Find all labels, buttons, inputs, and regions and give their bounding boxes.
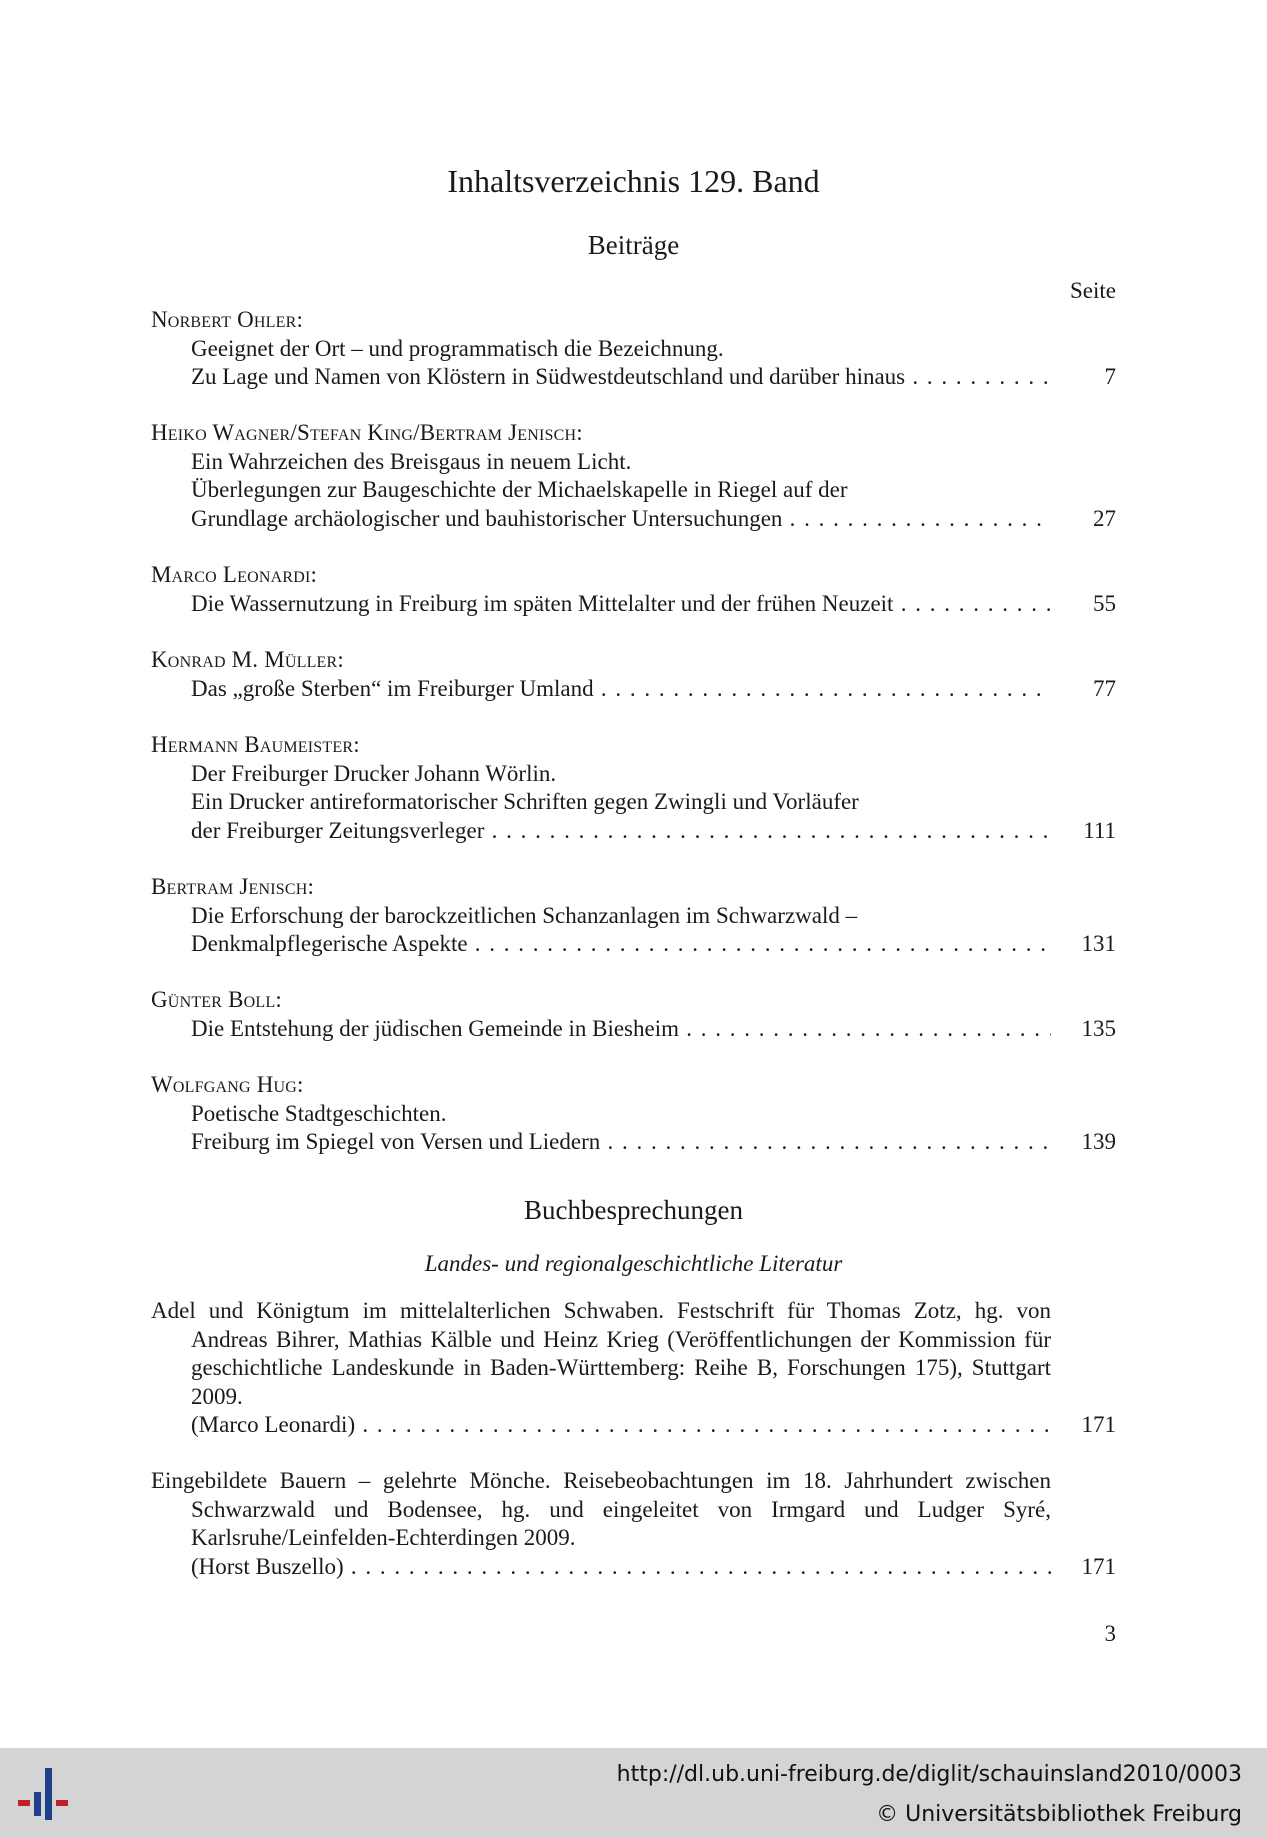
entry-author: Konrad M. Müller: bbox=[151, 647, 344, 672]
entry-last-line bbox=[151, 930, 1116, 959]
review-text: Eingebildete Bauern – gelehrte Mönche. Reisebeobachtungen im 18. Jahrhundert zwischen Schwarzwald und Bodensee, hg. und eingeleitet von Irmgard und Ludger Syré, Karlsruhe/Leinfelden-Echterdingen 2009. bbox=[151, 1468, 1051, 1550]
entry-last-line bbox=[151, 675, 1116, 704]
entry-last-line bbox=[151, 1015, 1116, 1044]
entry-author: Wolfgang Hug: bbox=[151, 1072, 304, 1097]
entry-author: Heiko Wagner/Stefan King/Bertram Jenisch: bbox=[151, 420, 583, 445]
entry-last-line bbox=[151, 505, 1116, 534]
entry-title-line: Der Freiburger Drucker Johann Wörlin. bbox=[191, 760, 557, 786]
toc-entry bbox=[151, 419, 1116, 533]
entry-author: Marco Leonardi: bbox=[151, 562, 318, 587]
toc-entry bbox=[151, 646, 1116, 703]
review-text: Adel und Königtum im mittelalterlichen Schwaben. Festschrift für Thomas Zotz, hg. von Andreas Bihrer, Mathias Kälble und Heinz Krieg (Veröffentlichungen der Kommission für geschichtliche Landeskunde in Baden-Württemberg: Reihe B, Forschungen 175), Stuttgart 2009. bbox=[151, 1298, 1051, 1409]
entry-last-line bbox=[151, 817, 1116, 846]
toc-entry bbox=[151, 561, 1116, 618]
entry-last-line bbox=[151, 1128, 1116, 1157]
review-entry bbox=[151, 1297, 1116, 1440]
entry-last-line bbox=[151, 590, 1116, 619]
entry-author: Hermann Baumeister: bbox=[151, 732, 360, 757]
entry-page-number: 77 bbox=[1093, 675, 1116, 701]
toc-entry bbox=[151, 306, 1116, 392]
review-last-line bbox=[151, 1553, 1116, 1582]
review-page-number: 171 bbox=[1081, 1412, 1116, 1437]
toc-entry bbox=[151, 986, 1116, 1043]
library-logo-icon bbox=[18, 1766, 80, 1822]
page-title: Inhaltsverzeichnis 129. Band bbox=[447, 163, 820, 199]
entry-title-line: Denkmalpflegerische Aspekte . . . bbox=[191, 930, 1051, 959]
entry-title-line: Ein Drucker antireformatorischer Schriften gegen Zwingli und Vorläufer bbox=[191, 789, 859, 814]
review-reviewer: (Horst Buszello) . . . bbox=[191, 1553, 1051, 1582]
toc-entry bbox=[151, 1071, 1116, 1157]
entry-page-number: 139 bbox=[1081, 1129, 1116, 1154]
toc-entry bbox=[151, 731, 1116, 845]
entry-page-number: 135 bbox=[1081, 1015, 1116, 1041]
footer-url[interactable]: http://dl.ub.uni-freiburg.de/diglit/schauinsland2010/0003 bbox=[616, 1762, 1242, 1787]
footer-copyright: © Universitätsbibliothek Freiburg bbox=[876, 1802, 1242, 1827]
page-number: 3 bbox=[1104, 1621, 1116, 1646]
section-title-buchbesprechungen: Buchbesprechungen bbox=[524, 1195, 743, 1225]
entry-title-line: Ein Wahrzeichen des Breisgaus in neuem Licht. bbox=[191, 448, 632, 474]
entry-title-line: Die Erforschung der barockzeitlichen Schanzanlagen im Schwarzwald – bbox=[191, 902, 858, 928]
section-title-beitraege: Beiträge bbox=[587, 230, 680, 260]
entry-title-line: Überlegungen zur Baugeschichte der Michaelskapelle in Riegel auf der bbox=[191, 477, 848, 502]
footer-bar bbox=[0, 1748, 1267, 1838]
entry-page-number: 131 bbox=[1081, 931, 1116, 956]
entry-title-line: Zu Lage und Namen von Klöstern in Südwestdeutschland und darüber hinaus . . . bbox=[191, 363, 1051, 392]
entry-title-line: Die Wassernutzung in Freiburg im späten Mittelalter und der frühen Neuzeit . . . bbox=[191, 590, 1051, 619]
review-reviewer: (Marco Leonardi) . . . bbox=[191, 1411, 1051, 1440]
review-page-number: 171 bbox=[1081, 1553, 1116, 1579]
entry-title-line: Poetische Stadtgeschichten. bbox=[191, 1100, 447, 1126]
entry-page-number: 55 bbox=[1093, 590, 1116, 616]
entry-last-line bbox=[151, 363, 1116, 392]
entry-page-number: 7 bbox=[1104, 364, 1116, 389]
subsection-title: Landes- und regionalgeschichtliche Literatur bbox=[424, 1251, 843, 1276]
review-last-line bbox=[151, 1411, 1116, 1440]
entry-author: Bertram Jenisch: bbox=[151, 874, 315, 899]
entry-title-line: Die Entstehung der jüdischen Gemeinde in Biesheim . . . bbox=[191, 1015, 1051, 1044]
entry-title-line: der Freiburger Zeitungsverleger . . . bbox=[191, 817, 1051, 846]
entry-author: Günter Boll: bbox=[151, 987, 282, 1012]
entry-title-line: Geeignet der Ort – und programmatisch die Bezeichnung. bbox=[191, 335, 724, 361]
entry-author: Norbert Ohler: bbox=[151, 307, 304, 332]
entry-title-line: Das „große Sterben“ im Freiburger Umland . . . bbox=[191, 675, 1051, 704]
toc-entry bbox=[151, 873, 1116, 959]
entry-title-line: Grundlage archäologischer und bauhistorischer Untersuchungen . . . bbox=[191, 505, 1051, 534]
entry-page-number: 111 bbox=[1083, 817, 1116, 843]
seite-column-label: Seite bbox=[1070, 278, 1116, 303]
entry-page-number: 27 bbox=[1093, 505, 1116, 531]
review-entry bbox=[151, 1467, 1116, 1581]
entry-title-line: Freiburg im Spiegel von Versen und Liedern . . . bbox=[191, 1128, 1051, 1157]
